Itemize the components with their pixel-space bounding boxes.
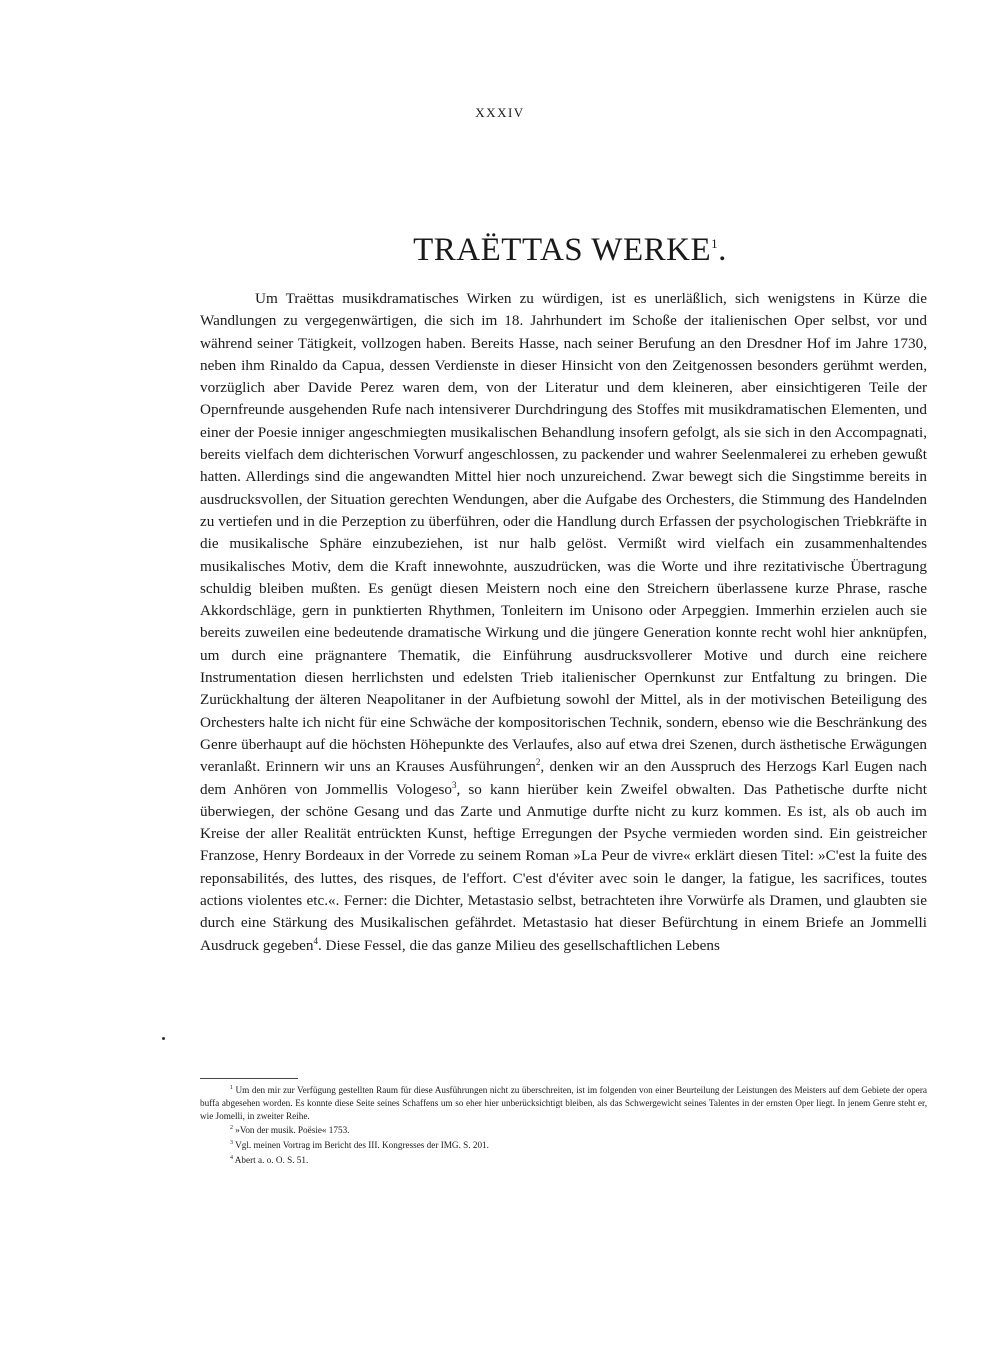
footnote-2 <box>200 1122 927 1137</box>
margin-mark <box>162 1037 165 1040</box>
footnote-3 <box>200 1137 927 1152</box>
body-paragraph <box>200 288 927 957</box>
footnote-3-mark: 3 <box>230 1140 233 1147</box>
footnote-marker-2: 2 <box>535 757 541 768</box>
footnote-1-text: Um den mir zur Verfügung gestellten Raum für diese Ausführungen nicht zu überschreiten, ist im folgenden von einer Beurteilung der Leistungen des Meisters auf dem Gebiete der opera buffa abgesehen worden. Es konnte diese Seite seines Schaffens um so eher hier unberücksichtigt bleiben, als das Schwergewicht seines Talentes in der ernsten Oper liegt. In jenem Genre steht er, wie Jomelli, in zweiter Reihe. <box>200 1085 928 1121</box>
footnotes <box>200 1082 927 1167</box>
footnote-marker-3: 3 <box>451 779 457 790</box>
body-text-part-3: , so kann hierüber kein Zweifel obwalten. Das Pathetische durfte nicht überwiegen, der schöne Gesang und das Zarte und Anmutige durfte nicht zu kurz kommen. Es ist, als ob auch im Kreise der aller Realität entrückten Kunst, heftige Erregungen der Psyche vermieden worden sind. Ein geistreicher Franzose, Henry Bordeaux in der Vorrede zu seinem Roman »La Peur de vivre« erklärt diesen Titel: »C'est la fuite des reponsabilités, des luttes, des risques, de l'effort. C'est d'éviter avec soin le danger, la fatigue, les sacrifices, toutes actions violentes etc.«. Ferner: die Dichter, Metastasio selbst, betrachteten ihre Vorwürfe als Dramen, und glaubten sie durch eine Stärkung des Musikalischen gefährdet. Metastasio hat dieser Befürchtung in einem Briefe an Jommelli Ausdruck gegeben <box>200 780 927 954</box>
footnote-2-text: »Von der musik. Poësie« 1753. <box>235 1125 350 1136</box>
title-text: TRAËTTAS WERKE <box>413 232 712 268</box>
footnote-4 <box>200 1152 927 1167</box>
footnote-1 <box>200 1082 927 1122</box>
title-footnote-marker: 1 <box>711 236 719 251</box>
body-text-part-1: Um Traëttas musikdramatisches Wirken zu würdigen, ist es unerläßlich, sich wenigstens in Kürze die Wandlungen zu vergegenwärtigen, die sich im 18. Jahrhundert im Schoße der italienischen Oper selbst, vor und während seiner Tätigkeit, vollzogen haben. Bereits Hasse, nach seiner Berufung an den Dresdner Hof im Jahre 1730, neben ihm Rinaldo da Capua, dessen Verdienste in dieser Hinsicht von den Zeitgenossen besonders gerühmt werden, vorzüglich aber Davide Perez waren dem, von der Literatur und dem kleineren, aber einsichtigeren Teile der Opernfreunde ausgehenden Rufe nach intensiverer Durchdringung des Stoffes mit musikdramatischen Elementen, und einer der Poesie inniger angeschmiegten musikalischen Behandlung insofern gefolgt, als sie sich in den Accompagnati, bereits vielfach dem dichterischen Vorwurf angeschlossen, zu packender und wahrer Seelenmalerei zu erheben gewußt hatten. Allerdings sind die angewandten Mittel hier noch unzureichend. Zwar bewegt sich die Singstimme bereits in ausdrucksvollen, der Situation gerechten Wendungen, aber die Aufgabe des Orchesters, die Stimmung des Handelnden zu vertiefen und in die Perzeption zu überführen, oder die Handlung durch Erfassen der psychologischen Triebkräfte in die musikalische Sphäre einzubeziehen, ist nur halb gelöst. Vermißt wird vielfach ein zusammenhaltendes musikalisches Motiv, dem die Kraft innewohnte, auszudrücken, was die Worte und ihre rezitativische Übertragung schuldig bleiben mußten. Es genügt diesen Meistern noch eine den Streichern überlassene kurze Phrase, rasche Akkordschläge, gern in punktierten Rhythmen, Tonleitern im Unisono oder Arpeggien. Immerhin erzielen auch sie bereits zuweilen eine bedeutende dramatische Wirkung und die jüngere Generation konnte recht wohl hier anknüpfen, um durch eine prägnantere Thematik, die Einführung ausdrucksvollerer Motive und durch eine reichere Instrumentation diesen herrlichsten und edelsten Trieb italienischer Opernkunst zur Entfaltung zu bringen. Die Zurückhaltung der älteren Neapolitaner in der Aufbietung sowohl der Mittel, als in der motivischen Beteiligung des Orchesters halte ich nicht für eine Schwäche der kompositorischen Technik, sondern, ebenso wie die Beschränkung des Genre überhaupt auf die höchsten Höhepunkte des Verlaufes, also auf etwa drei Szenen, durch ästhetische Erwägungen veranlaßt. Erinnern wir uns an Krauses Ausführungen <box>200 290 927 776</box>
footnote-2-mark: 2 <box>230 1125 233 1132</box>
footnote-4-mark: 4 <box>230 1155 233 1162</box>
footnote-4-text: Abert a. o. O. S. 51. <box>234 1155 309 1166</box>
footnote-1-mark: 1 <box>230 1085 233 1091</box>
footnote-marker-4: 4 <box>313 935 318 946</box>
page-number: XXXIV <box>475 105 525 120</box>
body-text-part-4: . Diese Fessel, die das ganze Milieu des gesellschaftlichen Lebens <box>317 936 720 954</box>
body-text-part-2: , denken wir an den Ausspruch des Herzogs Karl Eugen nach dem Anhören von Jommellis Vologeso <box>200 758 927 798</box>
page-title: TRAËTTAS WERKE$^1$. <box>413 232 727 268</box>
footnote-3-text: Vgl. meinen Vortrag im Bericht des III. Kongresses der IMG. S. 201. <box>235 1140 489 1151</box>
footnote-divider <box>200 1078 298 1079</box>
